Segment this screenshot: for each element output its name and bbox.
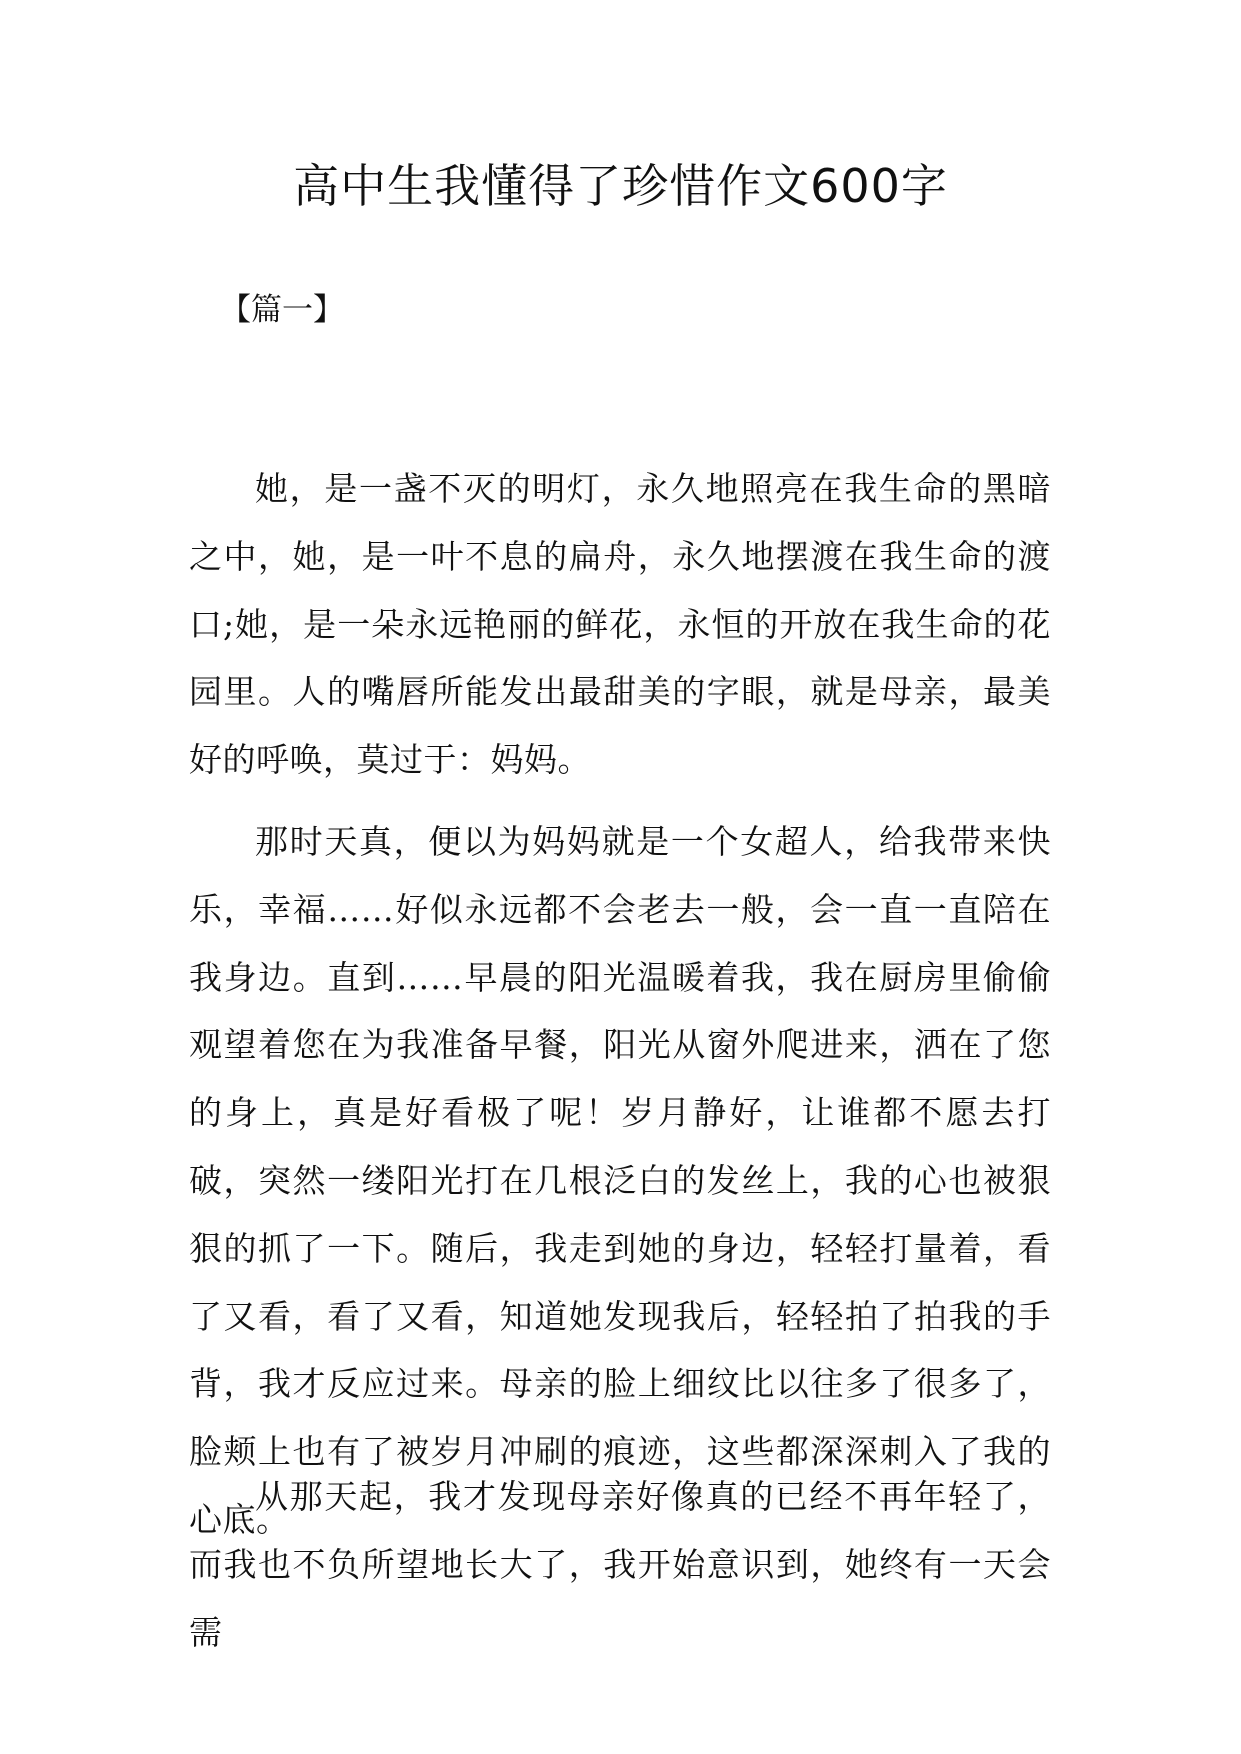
paragraph-2: 那时天真，便以为妈妈就是一个女超人，给我带来快乐，幸福……好似永远都不会老去一般，会一直一直陪在我身边。直到……早晨的阳光温暖着我，我在厨房里偷偷观望着您在为我准备早餐，阳光从窗外爬进来，洒在了您的身上，真是好看极了呢！岁月静好，让谁都不愿去打破，突然一缕阳光打在几根泛白的发丝上，我的心也被狠狠的抓了一下。随后，我走到她的身边，轻轻打量着，看了又看，看了又看，知道她发现我后，轻轻拍了拍我的手背，我才反应过来。母亲的脸上细纹比以往多了很多了，脸颊上也有了被岁月冲刷的痕迹，这些都深深刺入了我的心底。 — [189, 822, 1051, 1539]
paragraph-3: 从那天起，我才发现母亲好像真的已经不再年轻了，而我也不负所望地长大了，我开始意识到，她终有一天会需 — [189, 1477, 1051, 1652]
document-title: 高中生我懂得了珍惜作文600字 — [293, 159, 948, 213]
section-label: 【篇一】 — [220, 292, 344, 328]
paragraph-1: 她，是一盏不灭的明灯，永久地照亮在我生命的黑暗之中，她，是一叶不息的扁舟，永久地摆渡在我生命的渡口;她，是一朵永远艳丽的鲜花，永恒的开放在我生命的花园里。人的嘴唇所能发出最甜美的字眼，就是母亲，最美好的呼唤，莫过于：妈妈。 — [189, 469, 1051, 780]
